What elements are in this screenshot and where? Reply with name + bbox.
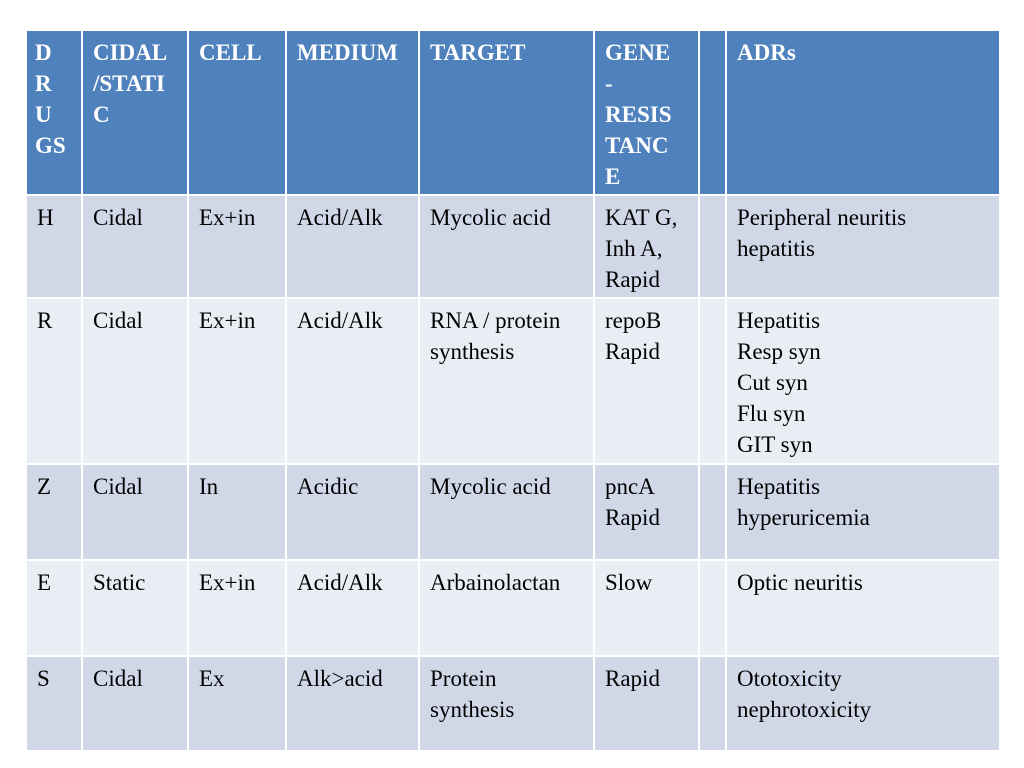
table-row — [26, 560, 1000, 656]
header-cell: CELL — [188, 30, 286, 195]
table-row — [26, 464, 1000, 560]
cell-drug: Z — [26, 464, 82, 560]
cell-cidal-static: Static — [82, 560, 188, 656]
cell-medium: Acid/Alk — [286, 560, 419, 656]
cell-gene-resistance: repoB Rapid — [594, 298, 699, 464]
header-blank — [699, 30, 726, 195]
table-row — [26, 298, 1000, 464]
cell-cell: Ex+in — [188, 298, 286, 464]
cell-drug: H — [26, 195, 82, 298]
cell-cell: Ex — [188, 656, 286, 751]
cell-cidal-static: Cidal — [82, 298, 188, 464]
cell-cell: In — [188, 464, 286, 560]
header-adrs: ADRs — [726, 30, 1000, 195]
header-medium: MEDIUM — [286, 30, 419, 195]
cell-target: Mycolic acid — [419, 195, 594, 298]
cell-target: Protein synthesis — [419, 656, 594, 751]
cell-drug: S — [26, 656, 82, 751]
cell-medium: Acidic — [286, 464, 419, 560]
cell-medium: Acid/Alk — [286, 195, 419, 298]
cell-cidal-static: Cidal — [82, 656, 188, 751]
header-drugs: D R U GS — [26, 30, 82, 195]
cell-target: RNA / protein synthesis — [419, 298, 594, 464]
cell-gene-resistance: Slow — [594, 560, 699, 656]
table-row — [26, 656, 1000, 751]
cell-adrs: Optic neuritis — [726, 560, 1000, 656]
header-cidal-static: CIDAL /STATI C — [82, 30, 188, 195]
cell-cell: Ex+in — [188, 560, 286, 656]
header-row — [26, 30, 1000, 195]
cell-blank — [699, 560, 726, 656]
cell-cidal-static: Cidal — [82, 195, 188, 298]
cell-drug: E — [26, 560, 82, 656]
table-row — [26, 195, 1000, 298]
cell-cell: Ex+in — [188, 195, 286, 298]
cell-adrs: Hepatitis Resp syn Cut syn Flu syn GIT syn — [726, 298, 1000, 464]
header-gene-resistance: GENE - RESIS TANC E — [594, 30, 699, 195]
cell-blank — [699, 298, 726, 464]
header-target: TARGET — [419, 30, 594, 195]
cell-adrs: Ototoxicity nephrotoxicity — [726, 656, 1000, 751]
cell-blank — [699, 195, 726, 298]
cell-cidal-static: Cidal — [82, 464, 188, 560]
cell-gene-resistance: KAT G, Inh A, Rapid — [594, 195, 699, 298]
cell-adrs: Hepatitis hyperuricemia — [726, 464, 1000, 560]
cell-medium: Alk>acid — [286, 656, 419, 751]
cell-blank — [699, 656, 726, 751]
cell-medium: Acid/Alk — [286, 298, 419, 464]
drug-table — [25, 29, 1001, 752]
cell-gene-resistance: Rapid — [594, 656, 699, 751]
cell-adrs: Peripheral neuritis hepatitis — [726, 195, 1000, 298]
cell-target: Arbainolactan — [419, 560, 594, 656]
cell-target: Mycolic acid — [419, 464, 594, 560]
cell-gene-resistance: pncA Rapid — [594, 464, 699, 560]
cell-blank — [699, 464, 726, 560]
cell-drug: R — [26, 298, 82, 464]
